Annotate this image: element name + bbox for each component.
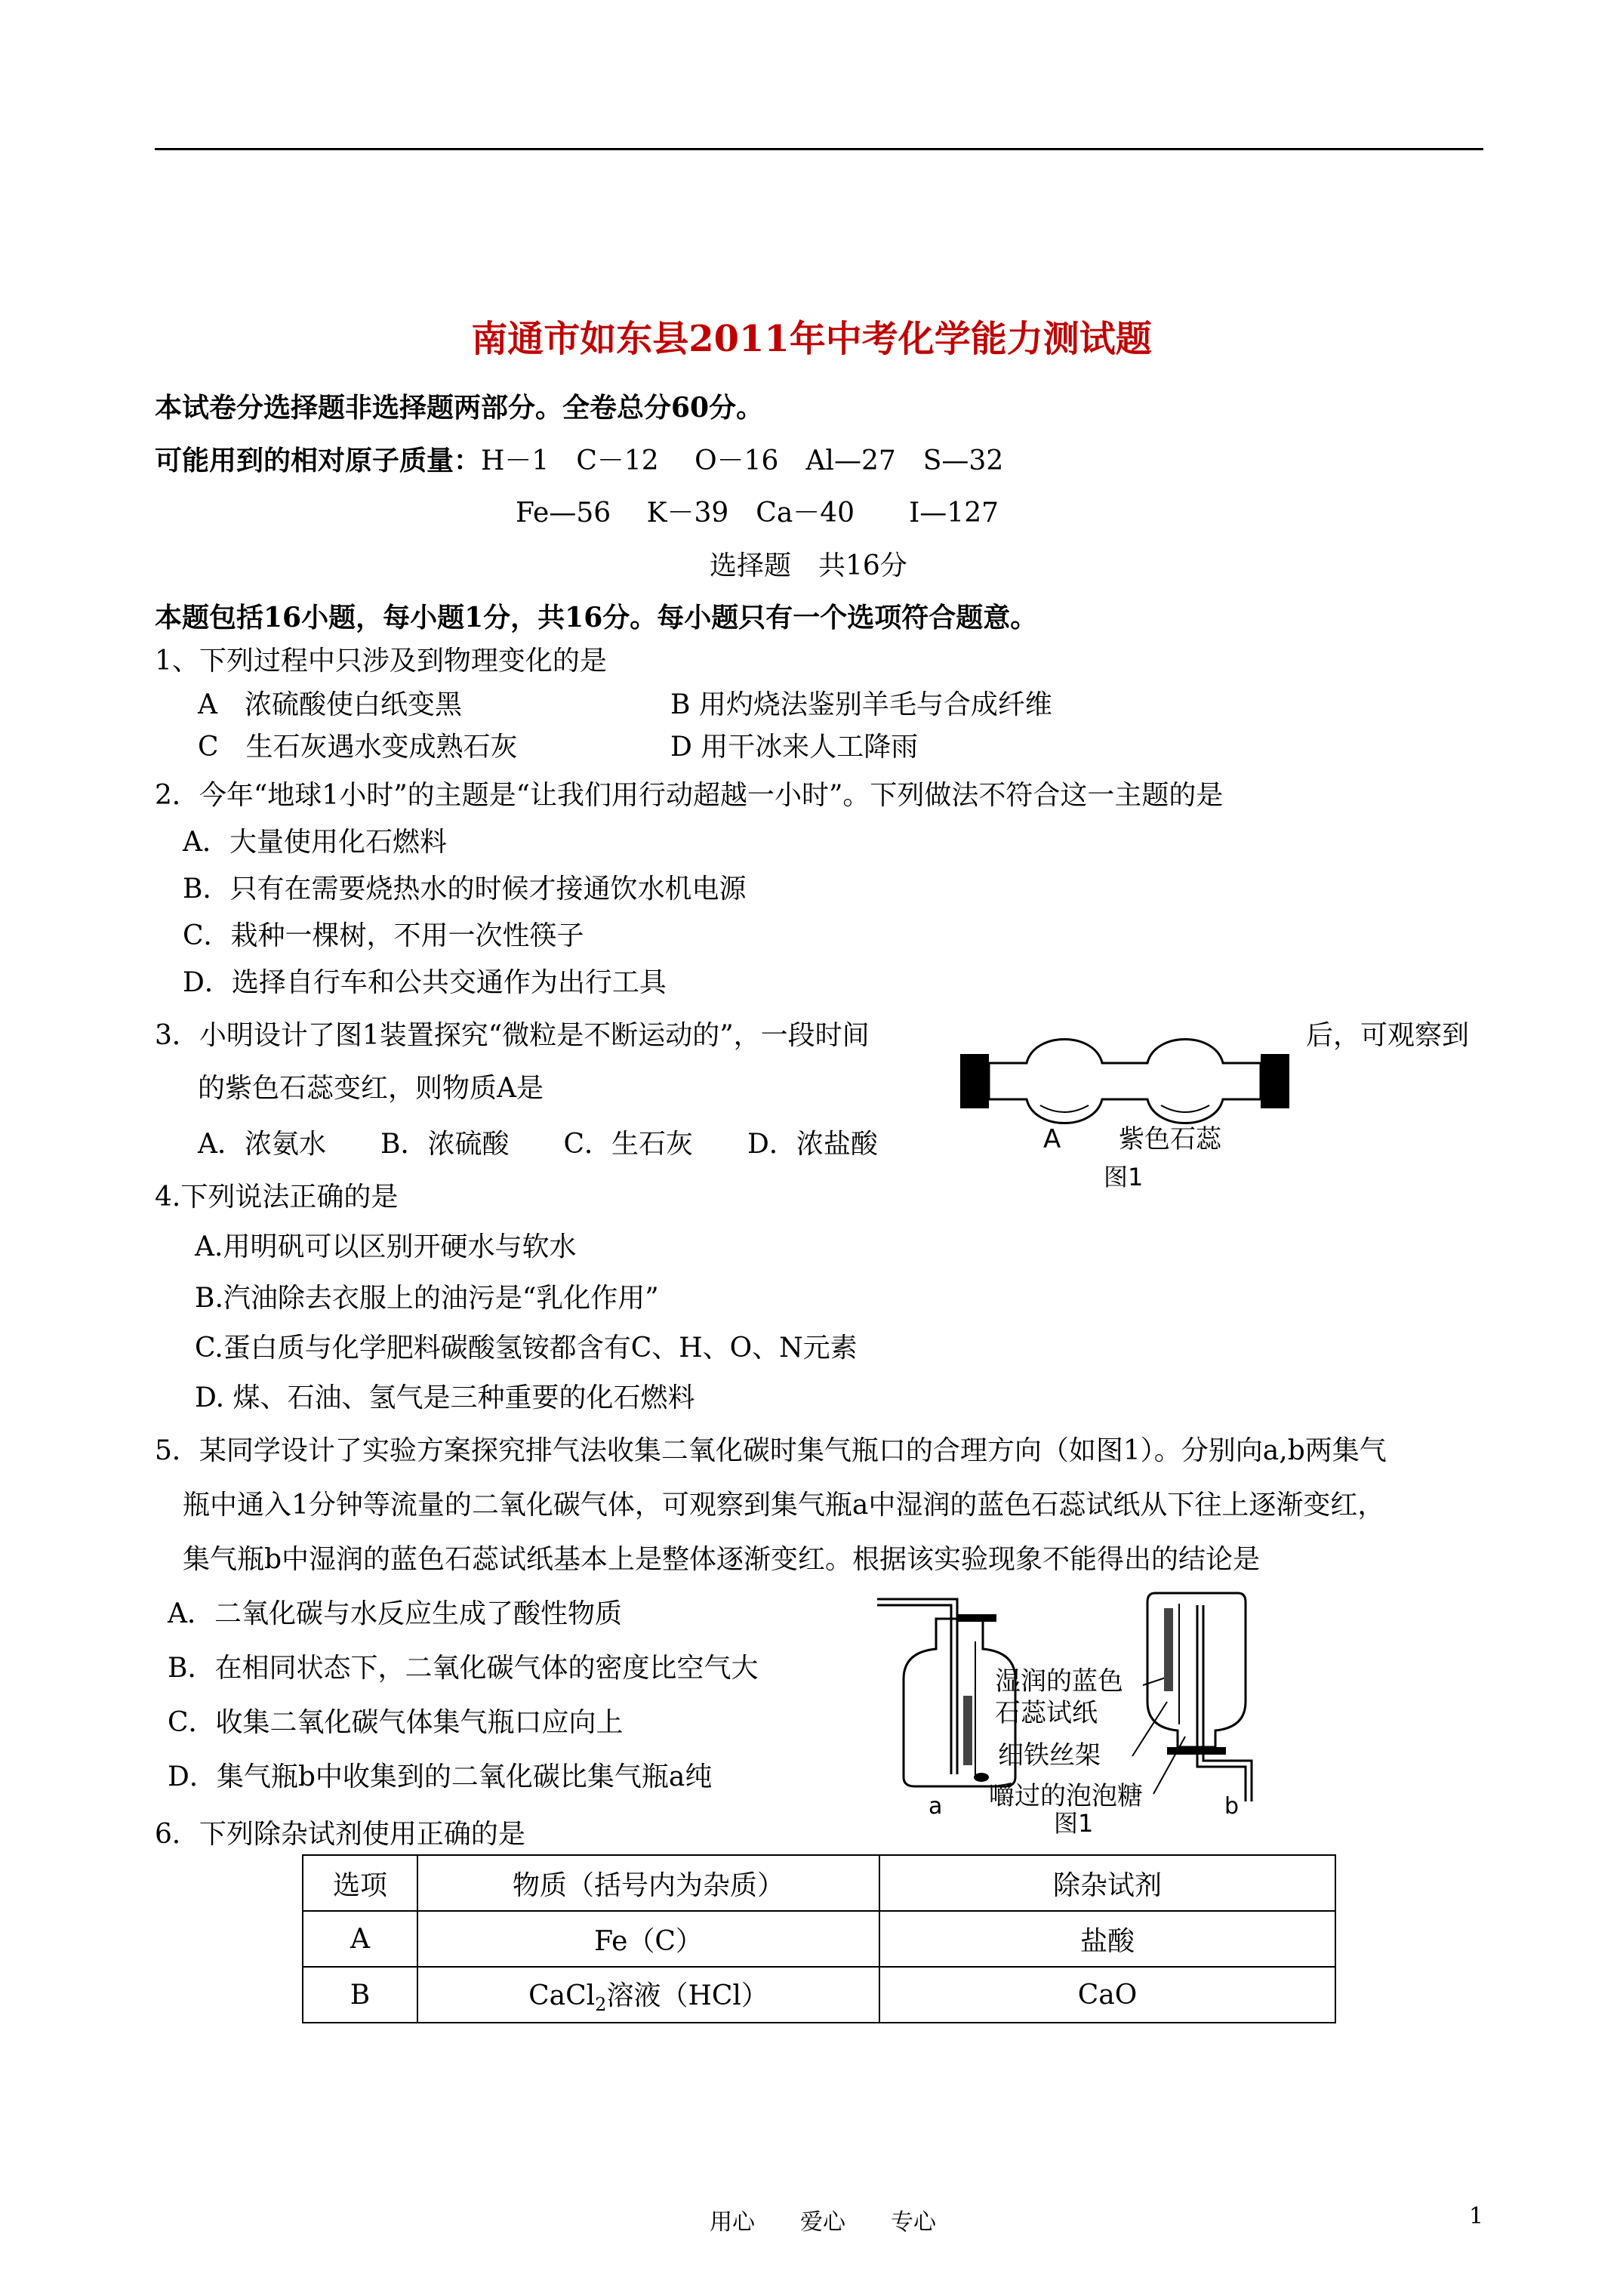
q6-table — [302, 1854, 1336, 2023]
bottle-b-label: b — [1224, 1793, 1240, 1820]
bottle-a-label: a — [929, 1793, 943, 1820]
liquid-a — [1040, 1105, 1089, 1112]
q5-option-c: C．收集二氧化碳气体集气瓶口应向上 — [168, 1707, 624, 1738]
q5-option-d: D．集气瓶b中收集到的二氧化碳比集气瓶a纯 — [168, 1761, 713, 1792]
q4-option-a: A.用明矾可以区别开硬水与软水 — [195, 1231, 577, 1262]
q5-line-3: 集气瓶b中湿润的蓝色石蕊试纸基本上是整体逐渐变红。根据该实验现象不能得出的结论是 — [183, 1544, 1261, 1575]
label-chewing-gum: 嚼过的泡泡糖 — [989, 1781, 1143, 1811]
label-litmus-line1: 湿润的蓝色 — [995, 1666, 1123, 1697]
leader-line-3 — [1153, 1737, 1185, 1794]
q2-option-c: C．栽种一棵树，不用一次性筷子 — [183, 920, 584, 951]
figure-diffusion-tube — [959, 1024, 1306, 1205]
q1-option-d: D 用干冰来人工降雨 — [670, 732, 919, 763]
formula-part: 溶液（HCl） — [606, 1980, 768, 2011]
atomic-mass-label: 可能用到的相对原子质量： — [155, 445, 482, 476]
q1-option-a: A 浓硫酸使白纸变黑 — [198, 689, 462, 720]
intro-line-1: 本试卷分选择题非选择题两部分。全卷总分60分。 — [155, 392, 764, 424]
header-option: 选项 — [303, 1855, 417, 1911]
section-title: 选择题 共16分 — [710, 550, 907, 581]
glass-tube — [989, 1040, 1261, 1123]
bottle-b-inlet-tube-inner — [1203, 1605, 1252, 1801]
table-header-row — [303, 1855, 1335, 1911]
figure-label-litmus: 紫色石蕊 — [1119, 1124, 1221, 1154]
bottle-b-inlet-tube — [1197, 1605, 1246, 1801]
gum-a — [974, 1773, 989, 1782]
row-option: B — [303, 1967, 417, 2023]
q4-option-d: D. 煤、石油、氢气是三种重要的化石燃料 — [195, 1382, 695, 1413]
left-stopper — [960, 1054, 989, 1108]
header-substance: 物质（括号内为杂质） — [417, 1855, 879, 1911]
q5-option-b: B．在相同状态下，二氧化碳气体的密度比空气大 — [168, 1653, 759, 1684]
q6-stem: 6．下列除杂试剂使用正确的是 — [155, 1819, 525, 1850]
page-title: 南通市如东县2011年中考化学能力测试题 — [471, 318, 1152, 360]
header-rule — [155, 148, 1483, 150]
right-stopper — [1261, 1054, 1289, 1108]
atomic-mass-values-1: H－1 C－12 O－16 Al—27 S—32 — [481, 445, 1004, 476]
footer-text: 用心 爱心 专心 — [710, 2209, 936, 2236]
figure-caption: 图1 — [1104, 1163, 1144, 1191]
formula-part: CaCl — [528, 1980, 596, 2011]
q4-option-b: B.汽油除去衣服上的油污是“乳化作用” — [195, 1283, 659, 1314]
q5-line-2: 瓶中通入1分钟等流量的二氧化碳气体，可观察到集气瓶a中湿润的蓝色石蕊试纸从下往上逐渐变红， — [183, 1490, 1385, 1521]
litmus-paper-b — [1164, 1608, 1173, 1691]
q3-stem-part2: 后，可观察到 — [1306, 1020, 1470, 1051]
q4-option-c: C.蛋白质与化学肥料碳酸氢铵都含有C、H、O、N元素 — [195, 1333, 858, 1364]
section-description: 本题包括16小题，每小题1分，共16分。每小题只有一个选项符合题意。 — [155, 602, 1038, 633]
figure-label-a: A — [1043, 1124, 1061, 1154]
table-row — [303, 1967, 1335, 2023]
q5-line-1: 5．某同学设计了实验方案探究排气法收集二氧化碳时集气瓶口的合理方向（如图1）。分别向a,b两集气 — [155, 1435, 1387, 1466]
q1-option-b: B 用灼烧法鉴别羊毛与合成纤维 — [670, 689, 1052, 720]
leader-line-2 — [1132, 1702, 1167, 1756]
bottle-a-stopper — [957, 1614, 996, 1622]
page-number: 1 — [1469, 2203, 1484, 2230]
liquid-litmus — [1161, 1105, 1209, 1112]
figure-caption: 图1 — [1054, 1809, 1094, 1838]
q3-options: A．浓氨水 B．浓硫酸 C．生石灰 D．浓盐酸 — [198, 1129, 878, 1160]
row-option: A — [303, 1911, 417, 1967]
q2-stem: 2．今年“地球1小时”的主题是“让我们用行动超越一小时”。下列做法不符合这一主题的是 — [155, 780, 1224, 811]
row-substance: Fe（C） — [417, 1911, 879, 1967]
formula-subscript: 2 — [595, 1994, 607, 2016]
q2-option-b: B．只有在需要烧热水的时候才接通饮水机电源 — [183, 874, 747, 905]
intro-line-2 — [155, 442, 1003, 479]
q1-stem: 1、下列过程中只涉及到物理变化的是 — [155, 646, 607, 676]
row-substance — [417, 1967, 879, 2023]
row-reagent: 盐酸 — [879, 1911, 1335, 1967]
q3-stem-part1: 3．小明设计了图1装置探究“微粒是不断运动的”，一段时间 — [155, 1020, 870, 1051]
bottle-a-inlet-tube — [877, 1599, 957, 1774]
atomic-mass-values-2: Fe—56 K－39 Ca－40 I—127 — [516, 498, 999, 529]
label-litmus-line2: 石蕊试纸 — [995, 1698, 1098, 1728]
q3-stem-line2: 的紫色石蕊变红，则物质A是 — [198, 1073, 544, 1104]
row-reagent: CaO — [879, 1967, 1335, 2023]
q5-option-a: A．二氧化碳与水反应生成了酸性物质 — [168, 1598, 622, 1629]
bottle-a-inlet-tube-inner — [877, 1605, 951, 1774]
litmus-paper-a — [963, 1696, 972, 1765]
q4-stem: 4.下列说法正确的是 — [155, 1182, 399, 1213]
q2-option-d: D．选择自行车和公共交通作为出行工具 — [183, 967, 667, 998]
label-wire-frame: 细铁丝架 — [998, 1740, 1101, 1771]
table-row — [303, 1911, 1335, 1967]
q2-option-a: A．大量使用化石燃料 — [183, 827, 447, 858]
figure-gas-bottles — [868, 1589, 1276, 1845]
header-reagent: 除杂试剂 — [879, 1855, 1335, 1911]
q1-option-c: C 生石灰遇水变成熟石灰 — [198, 732, 518, 763]
